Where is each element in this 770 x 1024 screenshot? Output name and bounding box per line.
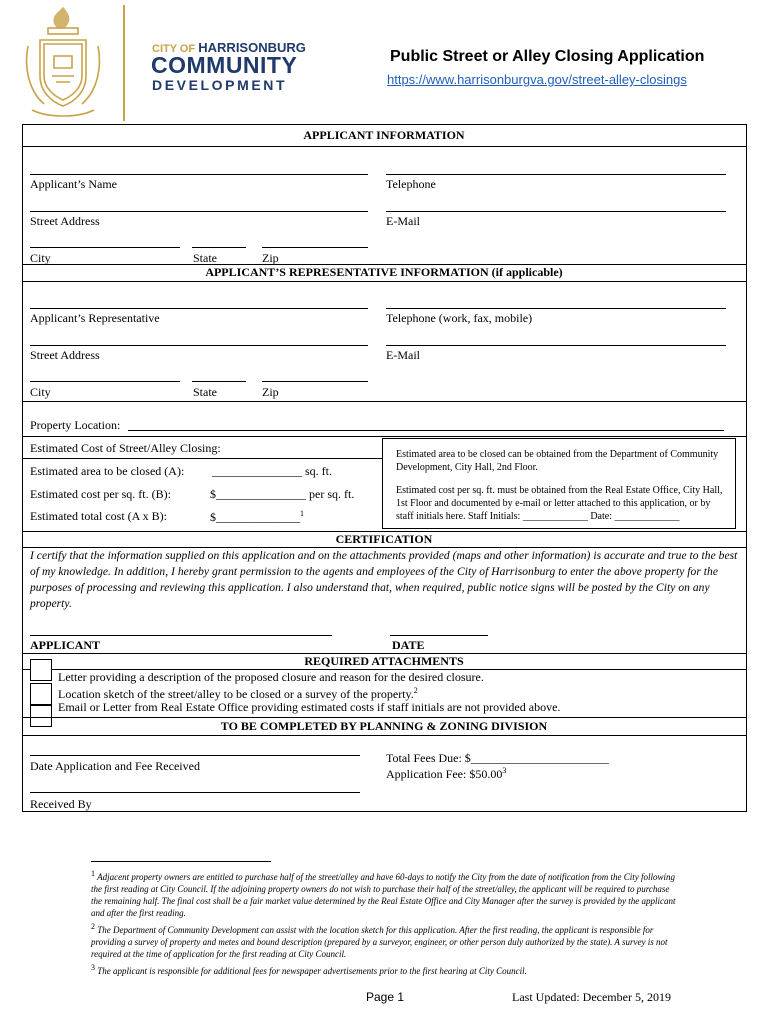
est-cost-title: Estimated Cost of Street/Alley Closing: [30,441,221,455]
section-rule [22,717,746,718]
applicant-telephone-label: Telephone [386,177,436,191]
est-total-label: Estimated total cost (A x B): [30,509,167,523]
total-fees-field[interactable]: Total Fees Due: $_______________________ [386,751,609,765]
applicant-signature-label: APPLICANT [30,638,101,652]
applicant-state-label: State [193,251,217,265]
received-by-label: Received By [30,797,92,811]
page-title: Public Street or Alley Closing Application [390,48,705,65]
brand-harrisonburg-text: HARRISONBURG [198,40,306,55]
footnote-2-num: 2 [91,922,95,931]
attachment-item-1: Letter providing a description of the proposed closure and reason for the desired closure. [58,670,484,684]
rep-email-label: E-Mail [386,348,420,362]
attachment-checkbox-2[interactable] [30,683,52,705]
est-area-field[interactable]: _______________ sq. ft. [212,464,332,478]
applicant-street-label: Street Address [30,214,100,228]
attachment-item-3: Email or Letter from Real Estate Office providing estimated costs if staff initials are not provided above. [58,700,561,714]
applicant-name-label: Applicant’s Name [30,177,117,191]
footnote-3 [91,962,677,977]
section-rule [22,281,746,282]
rep-city-label: City [30,385,51,399]
est-area-label: Estimated area to be closed (A): [30,464,185,478]
property-location-label: Property Location: [30,418,121,432]
brand-city-of-text: CITY OF [152,43,196,55]
applicant-name-line[interactable] [30,174,368,175]
application-fee-sup: 3 [502,766,507,775]
application-fee-text: Application Fee: $50.00 [386,767,503,781]
brand-development: DEVELOPMENT [152,77,288,93]
applicant-email-line[interactable] [386,211,726,212]
planning-title: TO BE COMPLETED BY PLANNING & ZONING DIVISION [220,719,548,733]
applicant-email-label: E-Mail [386,214,420,228]
last-updated: Last Updated: December 5, 2019 [512,990,671,1004]
application-fee [386,766,506,782]
attachment-item-2-sup: 2 [413,686,418,695]
applicant-city-line[interactable] [30,247,180,248]
rep-state-label: State [193,385,217,399]
section-rule [22,436,746,437]
rep-zip-line[interactable] [262,381,368,382]
section-rule [22,146,746,147]
rep-name-line[interactable] [30,308,368,309]
est-cost-label: Estimated cost per sq. ft. (B): [30,487,171,501]
footnote-3-num: 3 [91,963,95,972]
rep-zip-label: Zip [262,385,279,399]
section-rule [22,401,746,402]
est-note-area: Estimated area to be closed can be obtained from the Department of Community Development, City Hall, 2nd Floor. [396,449,719,473]
footnote-3-text: The applicant is responsible for additional fees for newspaper advertisements prior to the first hearing at City Council. [97,966,527,976]
footnote-1-num: 1 [91,869,95,878]
date-received-line[interactable] [30,755,360,756]
attachment-checkbox-1[interactable] [30,659,52,681]
est-total-sup: 1 [300,509,304,518]
applicant-street-line[interactable] [30,211,368,212]
rep-state-line[interactable] [192,381,246,382]
received-by-line[interactable] [30,792,360,793]
rep-name-label: Applicant’s Representative [30,311,160,325]
rep-telephone-line[interactable] [386,308,726,309]
property-location-line[interactable] [128,430,724,431]
applicant-zip-line[interactable] [262,247,368,248]
section-rule [22,735,746,736]
applicant-telephone-line[interactable] [386,174,726,175]
certification-title: CERTIFICATION [335,532,433,546]
rep-street-label: Street Address [30,348,100,362]
date-signature-label: DATE [392,638,425,652]
page-number: Page 1 [366,990,405,1004]
applicant-zip-label: Zip [262,251,279,265]
est-note-cost: Estimated cost per sq. ft. must be obtained from the Real Estate Office, City Hall, 1st Floor and documented by e-mail or letter attached to this application, or by staff initials here. Staff Initials: _____________ Date: _____________ [396,485,723,522]
footnote-separator [91,861,271,862]
city-seal-logo [22,6,104,118]
rep-city-line[interactable] [30,381,180,382]
rep-telephone-label: Telephone (work, fax, mobile) [386,311,533,325]
est-total-field[interactable] [210,509,304,525]
representative-section-title: APPLICANT’S REPRESENTATIVE INFORMATION (if applicable) [205,265,563,279]
est-total-blank: $______________ [210,510,300,524]
section-rule [22,458,382,459]
page-url-link[interactable]: https://www.harrisonburgva.gov/street-alley-closings [387,72,687,87]
applicant-city-label: City [30,251,51,265]
applicant-section-title: APPLICANT INFORMATION [303,128,465,142]
footnote-2 [91,921,677,960]
est-cost-field[interactable]: $_______________ per sq. ft. [210,487,355,501]
footnote-1-text: Adjacent property owners are entitled to purchase half of the street/alley and have 60-days to notify the City from the date of notification from the City following the first reading at City Council. If the adjoining property owners do not wish to purchase their half of the street/alley, the applicant will be required to purchase the remaining half. The final cost shall be a fair market value determined by the Real Estate Office and City Manager after the survey is provided by the applicant and after the first reading. [91,872,676,918]
footnote-1 [91,868,677,919]
brand-community: COMMUNITY [151,52,298,78]
header-divider [123,5,125,121]
date-signature-line[interactable] [390,635,488,636]
rep-email-line[interactable] [386,345,726,346]
date-received-label: Date Application and Fee Received [30,759,200,773]
footnote-2-text: The Department of Community Development can assist with the location sketch for this application. After the first reading, the applicant is responsible for providing a survey of property and metes and bound description (prepared by a surveyor, engineer, or other person duly authorized by the state). A survey is not required at the time of application for the first reading at City Council. [91,925,668,959]
attachments-title: REQUIRED ATTACHMENTS [304,654,464,668]
applicant-signature-line[interactable] [30,635,332,636]
applicant-state-line[interactable] [192,247,246,248]
certification-text: I certify that the information supplied on this application and on the attachments provided (maps and other information) is accurate and true to the best of my knowledge. In addition, I hereby grant permission to the agents and employees of the City of Harrisonburg to enter the above property for the purposes of processing and reviewing this application. I also understand that, when required, public notice signs will be posted by the City on any property. [30,550,738,610]
rep-street-line[interactable] [30,345,368,346]
attachment-item-2-text: Location sketch of the street/alley to be closed or a survey of the property. [58,687,414,701]
